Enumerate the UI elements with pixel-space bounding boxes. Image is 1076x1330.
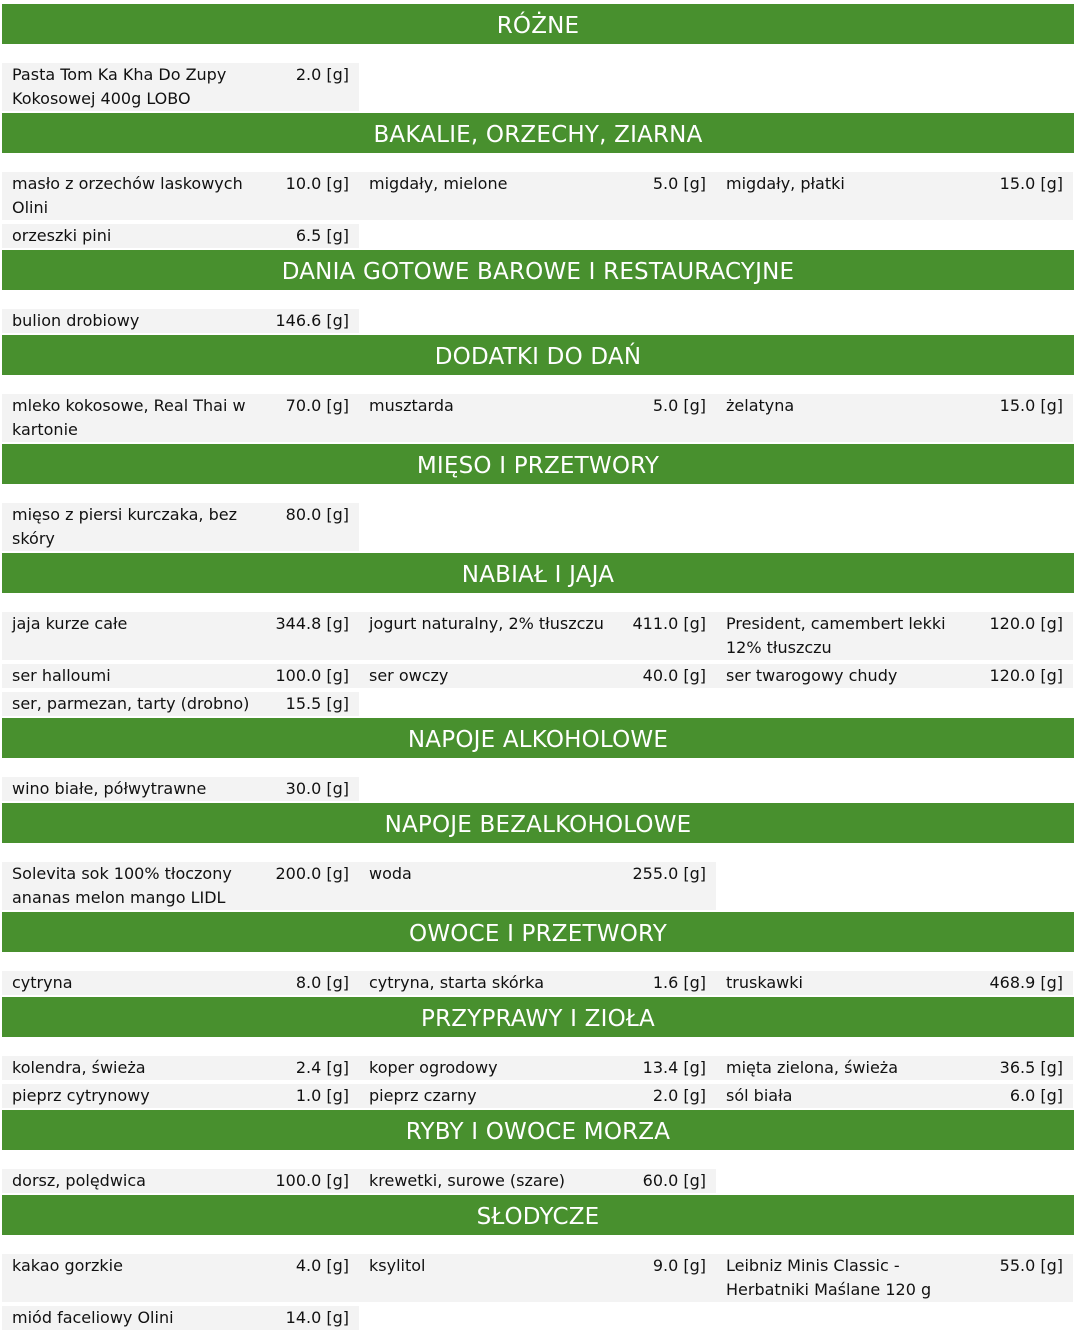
list-item xyxy=(2,394,359,442)
item-quantity: 1.0 [g] xyxy=(295,1086,349,1105)
item-quantity: 10.0 [g] xyxy=(285,174,349,193)
item-name: cytryna, starta skórka xyxy=(369,973,545,992)
list-item xyxy=(2,1169,359,1193)
item-name: Leibniz Minis Classic - Herbatniki Maślane 120 g xyxy=(726,1256,932,1299)
item-name: musztarda xyxy=(369,396,454,415)
item-name: kakao gorzkie xyxy=(12,1256,123,1275)
item-quantity: 2.0 [g] xyxy=(652,1086,706,1105)
section-items xyxy=(2,1237,1074,1330)
section-header: RYBY I OWOCE MORZA xyxy=(2,1110,1074,1150)
list-item xyxy=(716,1254,1073,1302)
list-item xyxy=(359,862,716,910)
item-row xyxy=(2,309,1074,333)
list-item xyxy=(359,394,716,442)
item-name: woda xyxy=(369,864,412,883)
item-name: mleko kokosowe, Real Thai w kartonie xyxy=(12,396,246,439)
item-quantity: 5.0 [g] xyxy=(652,174,706,193)
section-items xyxy=(2,155,1074,248)
item-quantity: 411.0 [g] xyxy=(632,614,706,633)
list-item xyxy=(2,309,359,333)
item-row xyxy=(2,1084,1074,1108)
item-quantity: 1.6 [g] xyxy=(652,973,706,992)
section-items xyxy=(2,1039,1074,1108)
item-name: ksylitol xyxy=(369,1256,426,1275)
list-item xyxy=(716,612,1073,660)
section-header: BAKALIE, ORZECHY, ZIARNA xyxy=(2,113,1074,153)
item-quantity: 100.0 [g] xyxy=(275,666,349,685)
item-name: bulion drobiowy xyxy=(12,311,140,330)
item-name: pieprz cytrynowy xyxy=(12,1086,150,1105)
item-name: jaja kurze całe xyxy=(12,614,128,633)
item-quantity: 6.0 [g] xyxy=(1009,1086,1063,1105)
item-quantity: 13.4 [g] xyxy=(642,1058,706,1077)
item-name: mięta zielona, świeża xyxy=(726,1058,898,1077)
item-name: jogurt naturalny, 2% tłuszczu xyxy=(369,614,604,633)
section-header: DANIA GOTOWE BAROWE I RESTAURACYJNE xyxy=(2,250,1074,290)
section-items xyxy=(2,845,1074,910)
item-name: Solevita sok 100% tłoczony ananas melon mango LIDL xyxy=(12,864,232,907)
list-item xyxy=(2,862,359,910)
item-name: pieprz czarny xyxy=(369,1086,477,1105)
list-item xyxy=(716,1056,1073,1080)
list-item xyxy=(716,664,1073,688)
item-quantity: 468.9 [g] xyxy=(989,973,1063,992)
list-item xyxy=(359,1169,716,1193)
item-row xyxy=(2,1056,1074,1080)
item-name: migdały, płatki xyxy=(726,174,845,193)
section-items xyxy=(2,954,1074,995)
item-quantity: 80.0 [g] xyxy=(285,505,349,524)
item-name: migdały, mielone xyxy=(369,174,508,193)
list-item xyxy=(2,664,359,688)
item-row xyxy=(2,172,1074,220)
section-header: SŁODYCZE xyxy=(2,1195,1074,1235)
list-item xyxy=(359,1254,716,1302)
list-item xyxy=(2,612,359,660)
item-quantity: 55.0 [g] xyxy=(999,1256,1063,1275)
section-items xyxy=(2,486,1074,551)
list-item xyxy=(2,172,359,220)
list-item xyxy=(359,664,716,688)
item-quantity: 100.0 [g] xyxy=(275,1171,349,1190)
section-header: RÓŻNE xyxy=(2,4,1074,44)
item-row xyxy=(2,224,1074,248)
section-header: NABIAŁ I JAJA xyxy=(2,553,1074,593)
list-item xyxy=(2,1254,359,1302)
shopping-list xyxy=(0,4,1076,1330)
item-row xyxy=(2,862,1074,910)
section-items xyxy=(2,760,1074,801)
item-quantity: 4.0 [g] xyxy=(295,1256,349,1275)
item-name: ser halloumi xyxy=(12,666,111,685)
item-quantity: 120.0 [g] xyxy=(989,666,1063,685)
item-name: truskawki xyxy=(726,973,803,992)
section-items xyxy=(2,46,1074,111)
item-quantity: 60.0 [g] xyxy=(642,1171,706,1190)
item-name: mięso z piersi kurczaka, bez skóry xyxy=(12,505,237,548)
list-item xyxy=(2,1084,359,1108)
section-items xyxy=(2,595,1074,716)
item-name: kolendra, świeża xyxy=(12,1058,146,1077)
list-item xyxy=(2,1306,359,1330)
section-header: MIĘSO I PRZETWORY xyxy=(2,444,1074,484)
section-items xyxy=(2,292,1074,333)
item-quantity: 6.5 [g] xyxy=(295,226,349,245)
item-quantity: 15.5 [g] xyxy=(285,694,349,713)
item-row xyxy=(2,503,1074,551)
item-name: ser owczy xyxy=(369,666,449,685)
item-quantity: 344.8 [g] xyxy=(275,614,349,633)
item-name: ser, parmezan, tarty (drobno) xyxy=(12,694,250,713)
list-item xyxy=(2,971,359,995)
list-item xyxy=(359,172,716,220)
list-item xyxy=(716,172,1073,220)
item-quantity: 146.6 [g] xyxy=(275,311,349,330)
item-name: sól biała xyxy=(726,1086,793,1105)
list-item xyxy=(2,777,359,801)
list-item xyxy=(359,1084,716,1108)
item-name: miód faceliowy Olini xyxy=(12,1308,174,1327)
list-item xyxy=(2,692,359,716)
item-name: cytryna xyxy=(12,973,73,992)
item-quantity: 70.0 [g] xyxy=(285,396,349,415)
list-item xyxy=(2,503,359,551)
item-quantity: 36.5 [g] xyxy=(999,1058,1063,1077)
item-quantity: 5.0 [g] xyxy=(652,396,706,415)
item-quantity: 15.0 [g] xyxy=(999,174,1063,193)
item-quantity: 120.0 [g] xyxy=(989,614,1063,633)
item-name: koper ogrodowy xyxy=(369,1058,498,1077)
item-quantity: 2.4 [g] xyxy=(295,1058,349,1077)
item-row xyxy=(2,1254,1074,1302)
item-row xyxy=(2,664,1074,688)
item-quantity: 2.0 [g] xyxy=(295,65,349,84)
item-name: dorsz, polędwica xyxy=(12,1171,146,1190)
item-name: President, camembert lekki 12% tłuszczu xyxy=(726,614,946,657)
list-item xyxy=(2,63,359,111)
item-quantity: 9.0 [g] xyxy=(652,1256,706,1275)
list-item xyxy=(716,971,1073,995)
item-quantity: 255.0 [g] xyxy=(632,864,706,883)
section-items xyxy=(2,377,1074,442)
item-row xyxy=(2,692,1074,716)
item-name: orzeszki pini xyxy=(12,226,112,245)
item-quantity: 14.0 [g] xyxy=(285,1308,349,1327)
item-row xyxy=(2,63,1074,111)
item-quantity: 30.0 [g] xyxy=(285,779,349,798)
item-row xyxy=(2,394,1074,442)
item-quantity: 40.0 [g] xyxy=(642,666,706,685)
item-row xyxy=(2,1306,1074,1330)
section-header: OWOCE I PRZETWORY xyxy=(2,912,1074,952)
item-quantity: 200.0 [g] xyxy=(275,864,349,883)
item-name: żelatyna xyxy=(726,396,795,415)
item-quantity: 15.0 [g] xyxy=(999,396,1063,415)
list-item xyxy=(2,224,359,248)
section-header: NAPOJE BEZALKOHOLOWE xyxy=(2,803,1074,843)
item-name: wino białe, półwytrawne xyxy=(12,779,207,798)
list-item xyxy=(359,1056,716,1080)
item-row xyxy=(2,1169,1074,1193)
list-item xyxy=(359,612,716,660)
item-row xyxy=(2,971,1074,995)
section-header: DODATKI DO DAŃ xyxy=(2,335,1074,375)
item-name: Pasta Tom Ka Kha Do Zupy Kokosowej 400g LOBO xyxy=(12,65,227,108)
item-name: masło z orzechów laskowych Olini xyxy=(12,174,243,217)
item-row xyxy=(2,777,1074,801)
item-name: ser twarogowy chudy xyxy=(726,666,898,685)
list-item xyxy=(716,1084,1073,1108)
item-quantity: 8.0 [g] xyxy=(295,973,349,992)
item-name: krewetki, surowe (szare) xyxy=(369,1171,566,1190)
section-header: PRZYPRAWY I ZIOŁA xyxy=(2,997,1074,1037)
list-item xyxy=(359,971,716,995)
section-header: NAPOJE ALKOHOLOWE xyxy=(2,718,1074,758)
item-row xyxy=(2,612,1074,660)
list-item xyxy=(2,1056,359,1080)
list-item xyxy=(716,394,1073,442)
section-items xyxy=(2,1152,1074,1193)
